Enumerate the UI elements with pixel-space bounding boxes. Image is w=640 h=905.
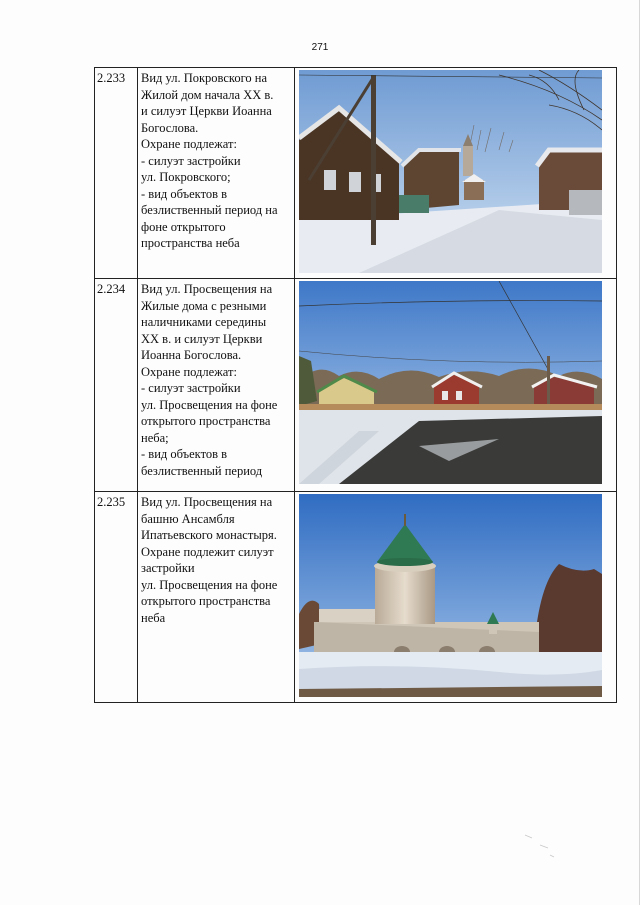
description-line: Вид ул. Покровского на — [141, 71, 268, 85]
description-line: Охране подлежат: — [141, 137, 237, 151]
description-line: Вид ул. Просвещения на — [141, 495, 273, 509]
description-line: XX в. и силуэт Церкви — [141, 331, 263, 346]
description-line: ул. Просвещения на фоне — [141, 577, 278, 592]
table-row — [95, 279, 617, 492]
row-number: 2.235 — [95, 492, 138, 703]
description-line: - силуэт застройки — [141, 153, 241, 168]
table-row — [95, 68, 617, 279]
description-line: ул. Покровского; — [141, 170, 231, 184]
description-line: Охране подлежат: — [141, 364, 237, 379]
description-line: - вид объектов в — [141, 447, 228, 461]
street-photo-pokrovskogo — [299, 70, 602, 273]
description-line: наличниками середины — [141, 315, 267, 329]
description-line: безлиственный период на — [141, 203, 278, 217]
description-line: Иоанна Богослова. — [141, 348, 242, 362]
page-number: 271 — [311, 42, 329, 53]
description-line: башню Ансамбля — [141, 511, 235, 526]
description-line: безлиственный период — [141, 463, 263, 478]
street-photo-prosveshcheniya — [299, 281, 602, 484]
row-photo-cell — [295, 279, 617, 492]
row-description — [138, 279, 295, 492]
description-line: - вид объектов в — [141, 186, 228, 201]
description-line: Ипатьевского монастыря. — [141, 528, 277, 542]
description-line: и силуэт Церкви Иоанна — [141, 104, 272, 118]
description-line: пространства неба — [141, 236, 240, 250]
description-line: Вид ул. Просвещения на — [141, 282, 273, 296]
row-photo-cell — [295, 68, 617, 279]
description-line: Охране подлежит силуэт — [141, 544, 274, 559]
monastery-tower-photo — [299, 494, 602, 697]
description-line: ул. Просвещения на фоне — [141, 397, 278, 412]
faint-stamp-mark — [520, 820, 560, 860]
description-line: Жилой дом начала XX в. — [141, 87, 274, 102]
description-line: неба; — [141, 430, 169, 445]
description-line: - силуэт застройки — [141, 381, 241, 395]
row-photo-cell — [295, 492, 617, 703]
description-line: неба — [141, 610, 166, 625]
row-number: 2.234 — [95, 279, 138, 492]
description-line: фоне открытого — [141, 219, 226, 234]
row-description — [138, 68, 295, 279]
description-line: застройки — [141, 561, 195, 575]
description-line: Богослова. — [141, 120, 199, 135]
description-line: открытого пространства — [141, 594, 271, 608]
table-row — [95, 492, 617, 703]
heritage-views-table — [94, 67, 617, 703]
description-line: открытого пространства — [141, 414, 271, 428]
description-line: Жилые дома с резными — [141, 298, 267, 313]
row-description — [138, 492, 295, 703]
row-number: 2.233 — [95, 68, 138, 279]
